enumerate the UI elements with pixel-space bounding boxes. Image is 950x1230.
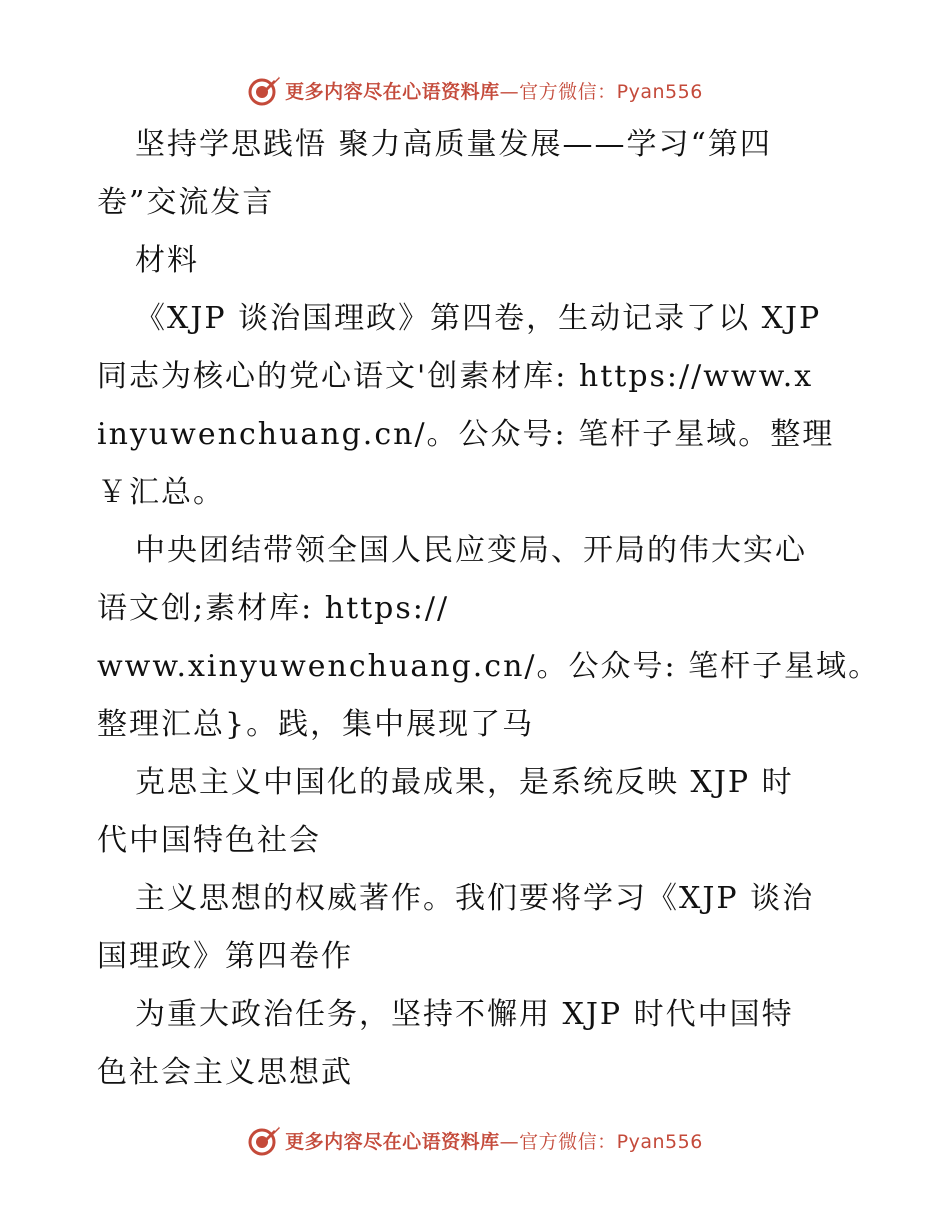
quill-seal-icon (247, 73, 281, 107)
doc-line: 代中国特色社会 (97, 823, 321, 858)
banner-wechat: —官方微信：Pyan556 (499, 1130, 703, 1153)
doc-line: inyuwenchuang.cn/。公众号: 笔杆子星域。整理 (97, 417, 835, 452)
header-banner (0, 70, 950, 110)
doc-line: 整理汇总}。践，集中展现了马 (97, 707, 535, 742)
quill-seal-icon (247, 1123, 281, 1157)
doc-line: 坚持学思践悟 聚力高质量发展——学习“第四 (135, 127, 772, 162)
doc-line: 主义思想的权威著作。我们要将学习《XJP 谈治 (135, 881, 815, 916)
banner-content (247, 1123, 703, 1157)
document-body (97, 116, 881, 1102)
doc-line: 卷”交流发言 (97, 185, 275, 220)
doc-line: 色社会主义思想武 (97, 1055, 353, 1090)
doc-line: 同志为核心的党心语文'创素材库: https://www.x (97, 359, 814, 394)
doc-line: 语文创;素材库: https:// (97, 591, 450, 626)
banner-title: 更多内容尽在心语资料库 (285, 80, 500, 103)
banner-text (285, 1127, 703, 1154)
doc-line: ￥汇总。 (97, 475, 225, 510)
banner-title: 更多内容尽在心语资料库 (285, 1130, 500, 1153)
banner-content (247, 73, 703, 107)
doc-line: 国理政》第四卷作 (97, 939, 353, 974)
banner-text (285, 77, 703, 104)
doc-line: 材料 (135, 243, 199, 278)
doc-line: 克思主义中国化的最成果，是系统反映 XJP 时 (135, 765, 794, 800)
banner-wechat: —官方微信：Pyan556 (499, 80, 703, 103)
doc-line: www.xinyuwenchuang.cn/。公众号: 笔杆子星域。 (97, 649, 881, 684)
doc-line: 为重大政治任务，坚持不懈用 XJP 时代中国特 (135, 997, 794, 1032)
footer-banner (0, 1120, 950, 1160)
doc-line: 《XJP 谈治国理政》第四卷，生动记录了以 XJP (135, 301, 822, 336)
doc-line: 中央团结带领全国人民应变局、开局的伟大实心 (135, 533, 807, 568)
